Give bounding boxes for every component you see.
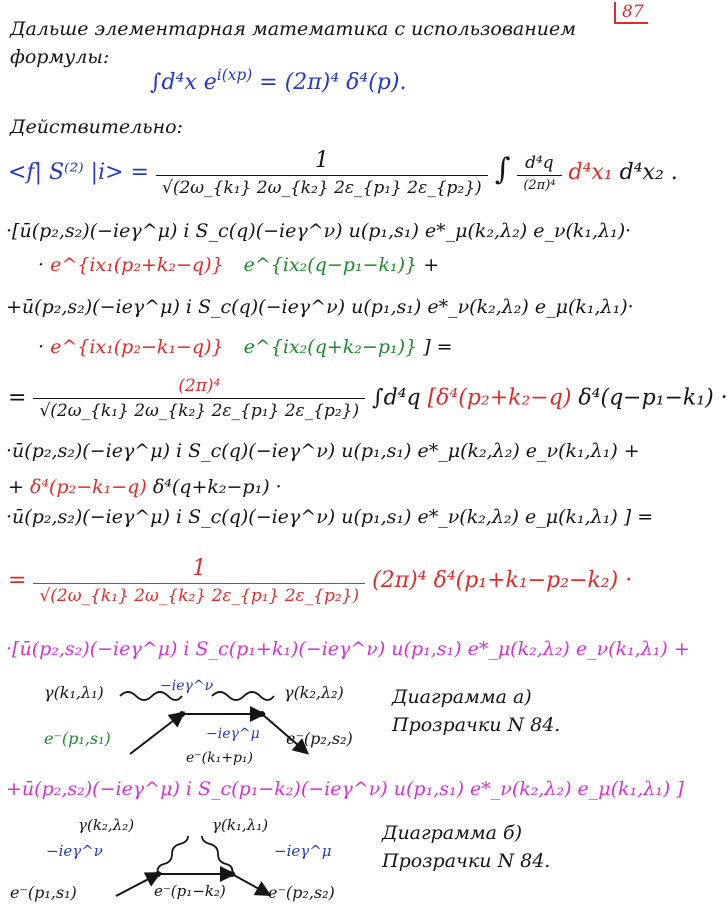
- electron-in-label: e⁻(p₁,s₁): [44, 729, 111, 748]
- intro-line-2: формулы:: [10, 46, 110, 68]
- delta-line-c2: [8, 476, 282, 498]
- fraction-numerator: (2π)⁴: [178, 376, 221, 396]
- fraction-numerator: 1: [192, 556, 207, 581]
- electron-line-out: [232, 874, 268, 894]
- measure-dx2: d⁴x₂ .: [619, 160, 678, 185]
- integral-sign: ∫: [494, 152, 511, 187]
- amplitude-line-a1: ·[ū(p₂,s₂)(−ieγ^μ) i S_c(q)(−ieγ^ν) u(p₁,s₁) e*_μ(k₂,λ₂) e_ν(k₁,λ₁)·: [6, 220, 632, 242]
- exponent-line-b2: [38, 336, 453, 358]
- vertex-left-label: −ieγ^ν: [46, 842, 103, 860]
- vertex-top-label: −ieγ^ν: [160, 678, 214, 694]
- amplitude-line-e1: +ū(p₂,s₂)(−ieγ^μ) i S_c(p₁−k₂)(−ieγ^ν) u(p₁,s₁) e*_ν(k₂,λ₂) e_μ(k₁,λ₁) ]: [6, 778, 684, 800]
- deistvitelno-heading: Действительно:: [10, 116, 183, 138]
- vertex-bottom-label: −ieγ^μ: [206, 726, 260, 742]
- measure-numerator: d⁴q: [525, 153, 554, 173]
- s-matrix-element: <f| S⁽²⁾ |i> =: [8, 160, 149, 185]
- amplitude-line-c1: ·ū(p₂,s₂)(−ieγ^μ) i S_c(q)(−ieγ^ν) u(p₁,s₁) e*_μ(k₂,λ₂) e_ν(k₁,λ₁) +: [6, 440, 640, 462]
- fourier-formula-rhs: = (2π)⁴ δ⁴(p).: [259, 70, 407, 96]
- fourier-formula-lhs: ∫d⁴x e: [150, 70, 217, 96]
- fraction-numerator: 1: [314, 148, 329, 173]
- close-bracket-equals: ] =: [423, 336, 453, 358]
- diagram-b-transparency: Прозрачки N 84.: [382, 850, 551, 872]
- fraction-denominator: √(2ω_{k₁} 2ω_{k₂} 2ε_{p₁} 2ε_{p₂}): [156, 175, 488, 198]
- vertex-right-label: −ieγ^μ: [274, 842, 332, 860]
- exponent-line-a2: [38, 254, 439, 276]
- amplitude-line-b1: +ū(p₂,s₂)(−ieγ^μ) i S_c(q)(−ieγ^ν) u(p₁,s₁) e*_ν(k₂,λ₂) e_μ(k₁,λ₁)·: [6, 296, 634, 318]
- delta-result: (2π)⁴ δ⁴(p₁+k₁−p₂−k₂) ·: [372, 568, 633, 593]
- measure-dx1: d⁴x₁: [568, 160, 613, 185]
- equation-2: [8, 376, 728, 421]
- exponent-x2: e^{ix₂(q+k₂−p₁)}: [243, 336, 418, 358]
- delta-2: δ⁴(q−p₁−k₁) ·: [578, 385, 728, 411]
- plus: +: [423, 254, 440, 276]
- measure-denominator: (2π)⁴: [517, 175, 561, 193]
- amplitude-line-c3: ·ū(p₂,s₂)(−ieγ^μ) i S_c(q)(−ieγ^ν) u(p₁,s₁) e*_ν(k₂,λ₂) e_μ(k₁,λ₁) ] =: [6, 506, 654, 528]
- vertex-2: [259, 711, 265, 717]
- gamma-in-label: γ(k₁,λ₁): [44, 683, 104, 702]
- normalization-fraction: [33, 376, 365, 421]
- equals: =: [8, 568, 27, 593]
- measure-fraction: [517, 153, 561, 193]
- photon-line-in: [202, 836, 232, 874]
- amplitude-line-d1: ·[ū(p₂,s₂)(−ieγ^μ) i S_c(p₁+k₁)(−ieγ^ν) u(p₁,s₁) e*_μ(k₂,λ₂) e_ν(k₁,λ₁) +: [6, 638, 690, 660]
- delta-2: δ⁴(q+k₂−p₁) ·: [152, 476, 282, 498]
- electron-line-in: [116, 874, 158, 896]
- dot: ·: [38, 254, 45, 276]
- fraction-denominator: √(2ω_{k₁} 2ω_{k₂} 2ε_{p₁} 2ε_{p₂}): [33, 398, 365, 421]
- equation-1: [8, 148, 678, 198]
- equation-3: [8, 556, 632, 606]
- diagram-b-caption: Диаграмма б): [382, 822, 522, 844]
- electron-in-label: e⁻(p₁,s₁): [10, 883, 77, 902]
- electron-line-in: [130, 714, 182, 754]
- electron-out-label: e⁻(p₂,s₂): [268, 883, 335, 902]
- photon-line-out: [158, 836, 188, 874]
- intro-line-1: Дальше элементарная математика с использованием: [10, 18, 576, 40]
- normalization-fraction: [156, 148, 488, 198]
- photon-line-out: [212, 692, 274, 700]
- vertex-1: [155, 871, 161, 877]
- integral-dq: ∫d⁴q: [372, 385, 421, 411]
- gamma-out-label: γ(k₂,λ₂): [284, 683, 344, 702]
- plus: +: [8, 476, 24, 498]
- feynman-diagram-a: [30, 674, 380, 770]
- dot: ·: [38, 336, 45, 358]
- gamma-out-label: γ(k₂,λ₂): [78, 816, 135, 834]
- page-number: 87: [614, 2, 648, 24]
- vertex-1: [179, 711, 185, 717]
- delta-1: [δ⁴(p₂+k₂−q): [427, 385, 572, 411]
- fraction-denominator: √(2ω_{k₁} 2ω_{k₂} 2ε_{p₁} 2ε_{p₂}): [33, 583, 365, 606]
- diagram-a-caption: Диаграмма а): [392, 686, 532, 708]
- delta-1: δ⁴(p₂−k₁−q): [29, 476, 147, 498]
- exponent-x2: e^{ix₂(q−p₁−k₁)}: [243, 254, 418, 276]
- equals: =: [8, 385, 27, 411]
- gamma-in-label: γ(k₁,λ₁): [212, 816, 269, 834]
- electron-out-label: e⁻(p₂,s₂): [286, 729, 353, 748]
- fourier-formula-exponent: i(xp): [216, 66, 253, 84]
- propagator-label: e⁻(k₁+p₁): [186, 750, 253, 766]
- propagator-label: e⁻(p₁−k₂): [154, 882, 226, 900]
- diagram-a-transparency: Прозрачки N 84.: [392, 714, 561, 736]
- vertex-2: [229, 871, 235, 877]
- exponent-x1: e^{ix₁(p₂+k₂−q)}: [50, 254, 224, 276]
- feynman-diagram-b: [6, 812, 376, 912]
- exponent-x1: e^{ix₁(p₂−k₁−q)}: [50, 336, 224, 358]
- normalization-fraction: [33, 556, 365, 606]
- fourier-formula: [150, 66, 406, 95]
